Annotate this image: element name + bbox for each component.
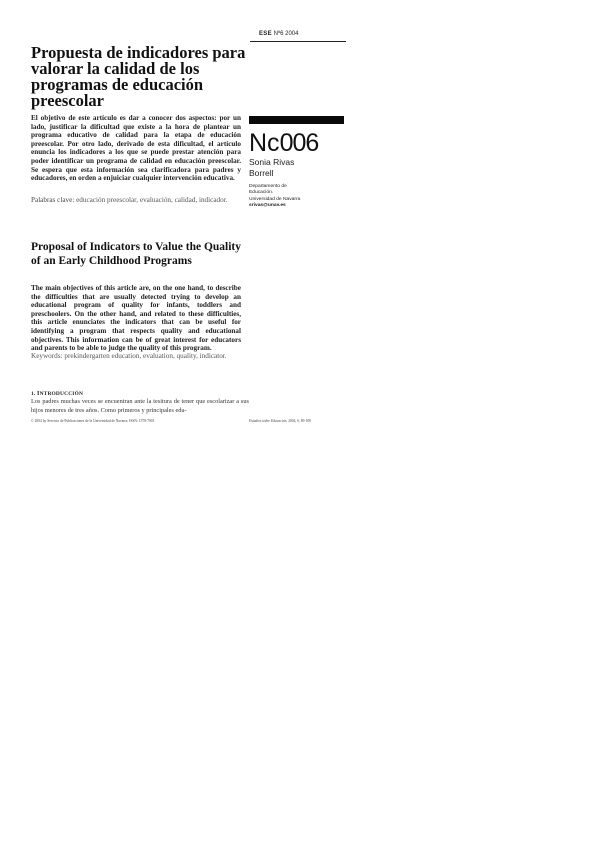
keywords-en: [31, 352, 241, 361]
footer-citation-journal: Estudios sobre Educación: [249, 419, 287, 423]
article-code: [249, 130, 318, 156]
section-heading-rest: NTRODUCCIÓN: [39, 391, 84, 397]
black-bar: [249, 116, 344, 124]
keywords-en-text: prekindergarten education, evaluation, quality, indicator.: [64, 352, 227, 360]
section-heading-introduction: [31, 391, 83, 397]
article-code-number: 006: [279, 129, 319, 157]
journal-header: [259, 31, 298, 37]
author-name-line2: Borrell: [249, 168, 274, 178]
author-name-line1: Sonia Rivas: [249, 157, 295, 167]
affiliation-line2: Educación.: [249, 190, 274, 196]
header-rule: [250, 41, 346, 42]
author-affiliation: [249, 184, 344, 210]
affiliation-line3: Universidad de Navarra: [249, 196, 301, 202]
footer-citation-rest: , 2004, 6, 89-108: [286, 419, 311, 423]
journal-name: ESE: [259, 31, 272, 37]
keywords-es: [31, 196, 241, 205]
keywords-es-text: educación preescolar, evaluación, calidad, indicador.: [76, 196, 228, 204]
journal-issue: Nº6 2004: [273, 31, 299, 37]
footer-copyright: © 2004 by Servicio de Publicaciones de la Universidad de Navarra. ISSN: 1578-7001: [31, 419, 155, 423]
introduction-text: Los padres muchas veces se encuentran ante la tesitura de tener que escolarizar a sus hijos menores de tres años. Como primeros y principales edu-: [31, 398, 249, 414]
keywords-es-label: Palabras clave:: [31, 196, 75, 204]
abstract-en: The main objectives of this article are, on the one hand, to describe the difficulties that are usually detected trying to develop an educational program of quality for infants, toddlers and preschoolers. On the other hand, and related to these difficulties, this article enunciates the indicators that can be useful for identifying a program that respects quality and educational objectives. This information can be of great interest for educators and parents to be able to judge the quality of this program.: [31, 284, 241, 353]
article-code-prefix: Nc: [249, 129, 280, 157]
abstract-es: El objetivo de este artículo es dar a conocer dos aspectos: por un lado, justificar la dificultad que existe a la hora de plantear un programa educativo de calidad para la etapa de educación preescolar. Por otro lado, derivado de esta dificultad, el artículo enuncia los indicadores a los que se puede prestar atención para poder identificar un programa de calidad en educación preescolar. Se espera que esta información sea clarificadora para padres y educadores, en orden a enjuiciar cualquier intervención educativa.: [31, 114, 241, 183]
keywords-en-label: Keywords:: [31, 352, 63, 360]
affiliation-line1: Departamento de: [249, 184, 287, 189]
footer-citation: [249, 419, 311, 423]
section-number: 1.: [31, 391, 36, 397]
article-title-en: Proposal of Indicators to Value the Quality of an Early Childhood Programs: [31, 241, 241, 267]
section-heading-initial: I: [37, 391, 40, 397]
author-email[interactable]: srivas@unav.es: [249, 203, 286, 209]
article-title-es: Propuesta de indicadores para valorar la calidad de los programas de educación preescolar: [31, 43, 246, 110]
author-name: [249, 157, 344, 179]
